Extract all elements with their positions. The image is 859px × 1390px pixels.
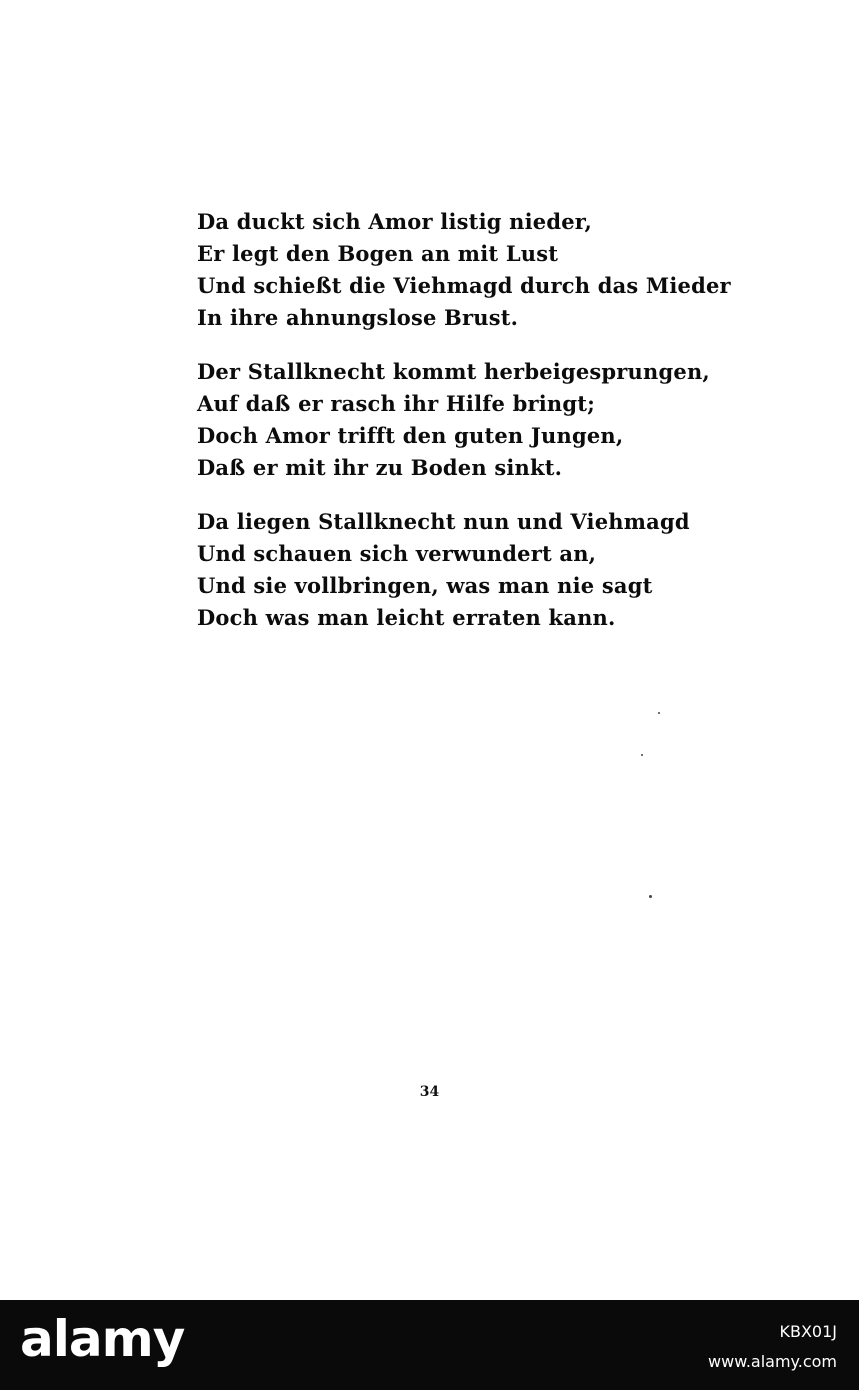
poem-line: Und schauen sich verwundert an, [197, 541, 597, 566]
print-speck [641, 754, 643, 756]
poem-line: Er legt den Bogen an mit Lust [197, 241, 559, 266]
poem-line: Daß er mit ihr zu Boden sinkt. [197, 455, 563, 480]
watermark-url: www.alamy.com [708, 1352, 837, 1371]
page-number: 34 [419, 1084, 440, 1100]
poem-line: Und schießt die Viehmagd durch das Mieder [197, 273, 731, 298]
poem-line: Da duckt sich Amor listig nieder, [197, 209, 593, 234]
poem-line: Auf daß er rasch ihr Hilfe bringt; [197, 391, 596, 416]
print-speck [658, 712, 660, 714]
print-speck [649, 895, 652, 898]
poem-line: Da liegen Stallknecht nun und Viehmagd [197, 509, 690, 534]
image-id: KBX01J [779, 1322, 837, 1341]
poem-line: Der Stallknecht kommt herbeigesprungen, [197, 359, 710, 384]
poem-line: In ihre ahnungslose Brust. [197, 305, 519, 330]
stanza-3 [197, 506, 690, 634]
poem-line: Doch Amor trifft den guten Jungen, [197, 423, 624, 448]
stanza-2 [197, 356, 710, 484]
poem-line: Doch was man leicht erraten kann. [197, 605, 616, 630]
poem-line: Und sie vollbringen, was man nie sagt [197, 573, 653, 598]
watermark-footer [0, 1300, 859, 1390]
stanza-1 [197, 206, 731, 334]
watermark-logo: alamy [20, 1310, 185, 1368]
